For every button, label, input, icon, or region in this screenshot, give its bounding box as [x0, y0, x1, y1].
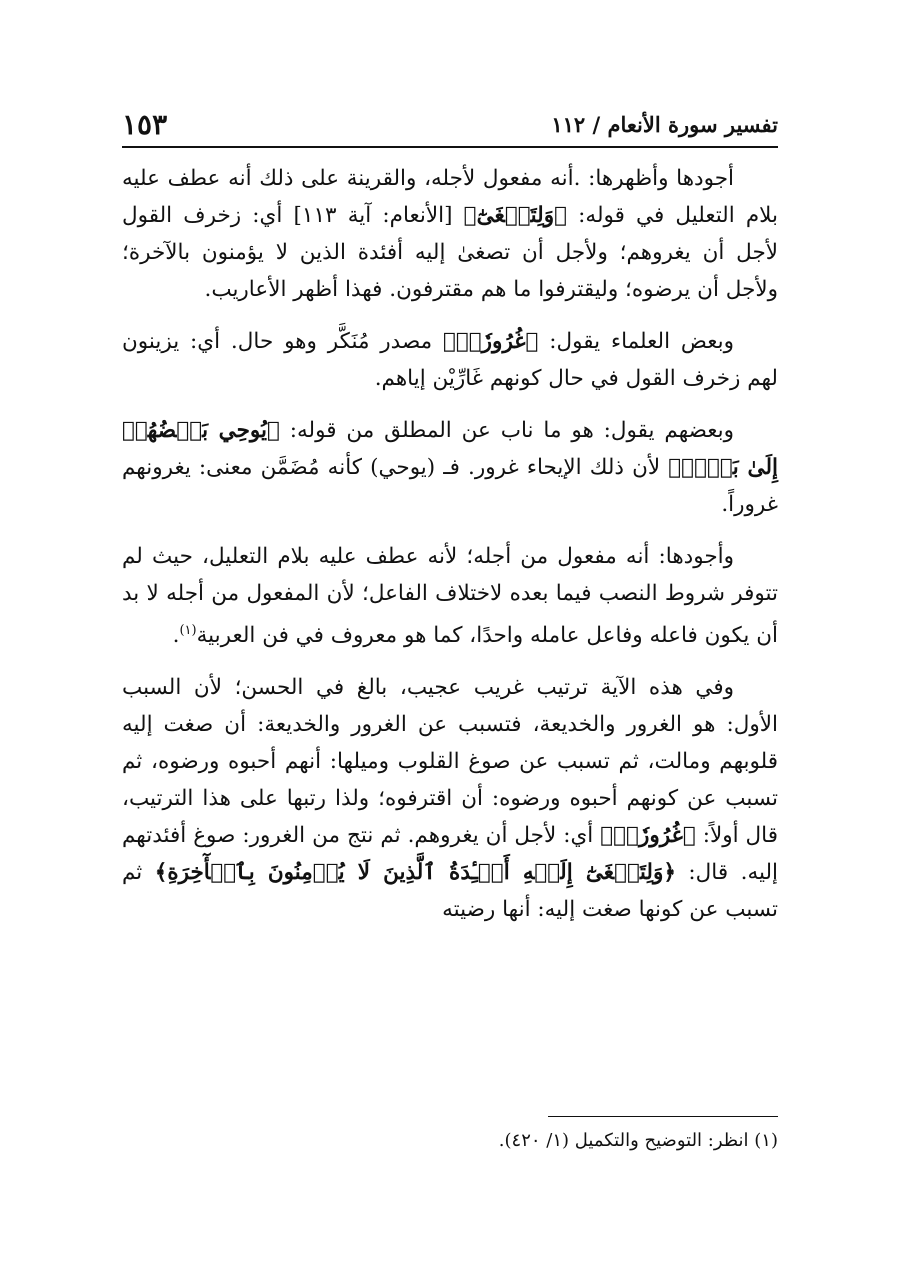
paragraph-text: أي: لأجل أن يغروهم. ثم نتج من الغرور: صوغ أفئدتهم إليه. قال: — [122, 823, 778, 886]
paragraph-text: وبعضهم يقول: هو ما ناب عن المطلق من قوله: — [279, 418, 734, 443]
paragraph-text: [الأنعام: آية ١١٣] أي: زخرف القول لأجل أن يغروهم؛ ولأجل أن تصغىٰ إليه أفئدة الذين لا يؤمنون بالآخرة؛ ولأجل أن يرضوه؛ وليقترفوا ما هم مقترفون. فهذا أظهر الأعاريب. — [122, 203, 778, 302]
paragraph-3 — [122, 412, 778, 523]
quran-quote: ﴿يُوحِي بَعۡضُهُمۡ إِلَىٰ بَعۡضٖ﴾ — [122, 418, 778, 480]
paragraph-text: أجودها وأظهرها: .أنه مفعول لأجله، والقرينة على ذلك أنه عطف عليه بلام التعليل في قوله: — [122, 166, 778, 228]
paragraph-text: وفي هذه الآية ترتيب غريب عجيب، بالغ في الحسن؛ لأن السبب الأول: هو الغرور والخديعة، فتسبب عن الغرور والخديعة: أن صغت إليه قلوبهم ومالت، ثم تسبب عن صوغ القلوب وميلها: أنهم أحبوه ورضوه، ثم تسبب عن كونهم أحبوه ورضوه: أن اقترفوه؛ ولذا رتبها على هذا الترتيب، قال أولاً: — [122, 675, 779, 849]
paragraph-text: . — [172, 623, 180, 649]
running-title: تفسير سورة الأنعام / ١١٢ — [551, 112, 778, 137]
quran-quote: ﴿غُرُورٗاۚ﴾ — [600, 823, 696, 849]
paragraph-text: وأجودها: أنه مفعول من أجله؛ لأنه عطف عليه بلام التعليل، حيث لم تتوفر شروط النصب فيما بعده لاختلاف الفاعل؛ لأن المفعول من أجله لا بد أن يكون فاعله وفاعل عامله واحدًا، كما هو معروف في فن العربية — [122, 544, 778, 649]
paragraph-4 — [122, 538, 778, 654]
page-number: ١٥٣ — [122, 108, 168, 141]
page-body — [122, 160, 778, 943]
paragraph-1 — [122, 160, 778, 308]
footnote: (١) انظر: التوضيح والتكميل (١/ ٤٢٠). — [498, 1130, 778, 1151]
paragraph-text: وبعض العلماء يقول: — [538, 329, 734, 354]
paragraph-text: ثم تسبب عن كونها صغت إليه: أنها رضيته — [122, 860, 778, 923]
footnote-marker: (١) — [179, 623, 197, 638]
page-header — [122, 108, 778, 148]
footnote-divider — [548, 1116, 778, 1117]
paragraph-text: مصدر مُنَكَّر وهو حال. أي: يزينون لهم زخرف القول في حال كونهم غَارِّيْن إياهم. — [122, 329, 778, 391]
paragraph-2 — [122, 323, 778, 397]
paragraph-text: لأن ذلك الإيحاء غرور. فـ (يوحي) كأنه مُضَمَّن معنى: يغرونهم غروراً. — [122, 455, 778, 517]
paragraph-5 — [122, 669, 778, 928]
quran-quote: ﴿غُرُورٗاۚ﴾ — [442, 329, 539, 354]
quran-quote: ﴿وَلِتَصۡغَىٰٓ﴾ — [463, 203, 567, 228]
quran-quote: ﴿وَلِتَصۡغَىٰٓ إِلَيۡهِ أَفۡـِٔدَةُ ٱلَّذِينَ لَا يُؤۡمِنُونَ بِٱلۡأٓخِرَةِ﴾ — [154, 860, 676, 886]
